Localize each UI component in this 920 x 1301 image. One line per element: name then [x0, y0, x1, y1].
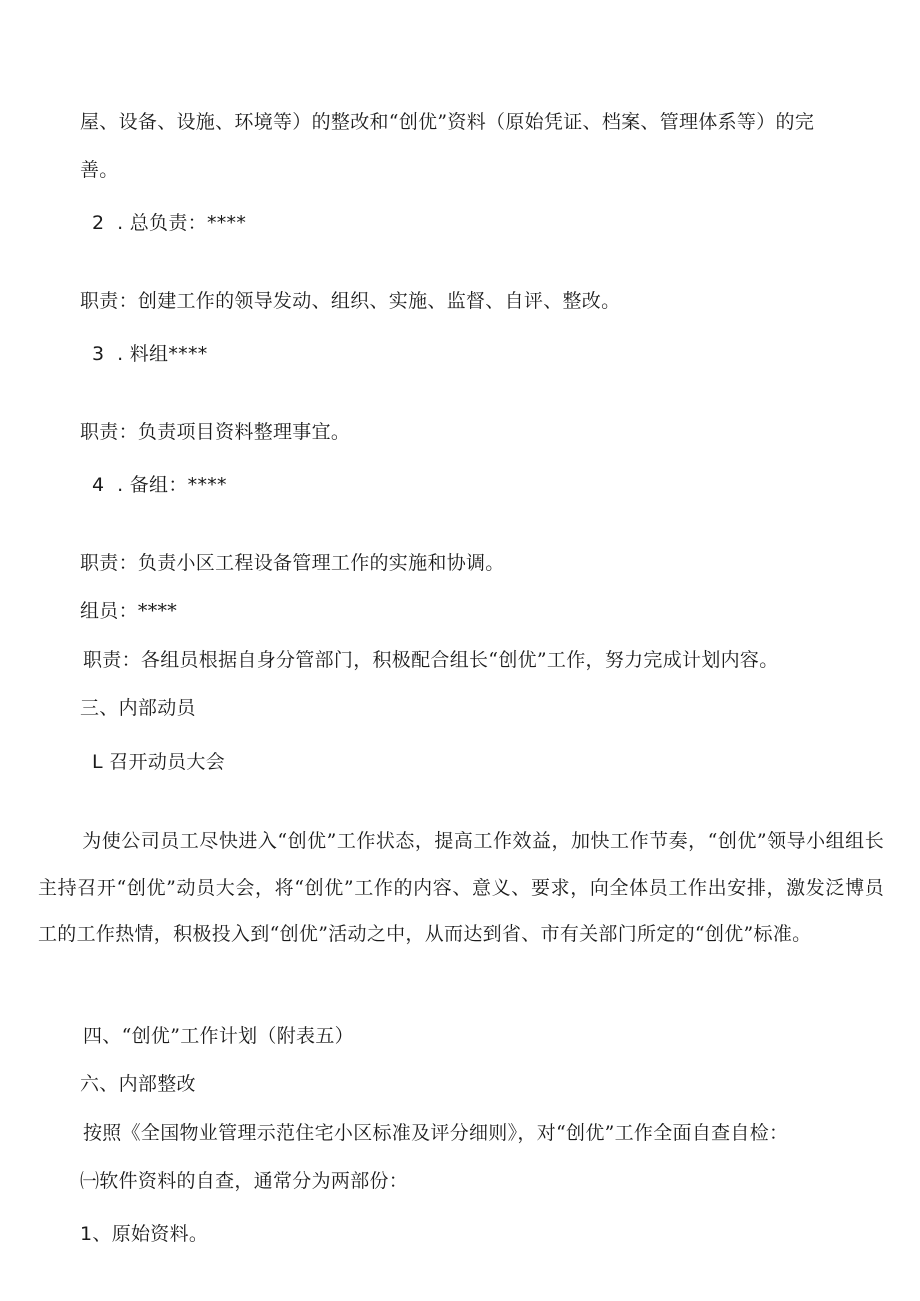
list-item-heading: 1、原始资料。: [80, 1223, 209, 1245]
text-line: 屋、设备、设施、环境等）的整改和“创优”资料（原始凭证、档案、管理体系等）的完: [80, 111, 815, 133]
text-line: 职责：负责小区工程设备管理工作的实施和协调。: [80, 552, 505, 574]
text-line: 职责：创建工作的领导发动、组织、实施、监督、自评、整改。: [80, 290, 621, 312]
section-heading: 三、内部动员: [80, 697, 196, 719]
paragraph-text: 为使公司员工尽快进入“创优”工作状态，提高工作效益，加快工作节奏，“创优”领导小组组长主持召开“创优”动员大会，将“创优”工作的内容、意义、要求，向全体员工作出安排，激发泛博员工的工作热情，积极投入到“创优”活动之中，从而达到省、市有关部门所定的“创优”标准。: [38, 830, 884, 945]
list-item-heading: 2 . 总负责：****: [92, 212, 247, 234]
subsection-heading: L 召开动员大会: [92, 751, 226, 773]
text-line: 善。: [80, 159, 119, 181]
text-line: 按照《全国物业管理示范住宅小区标准及评分细则》，对“创优”工作全面自查自检：: [83, 1122, 789, 1144]
text-line: 职责：负责项目资料整理事宜。: [80, 421, 351, 443]
list-item-heading: 4 . 备组：****: [92, 474, 227, 496]
body-paragraph: [38, 818, 884, 958]
text-line: ㈠软件资料的自查，通常分为两部份：: [80, 1170, 409, 1192]
section-heading: 四、“创优”工作计划（附表五）: [83, 1025, 354, 1047]
section-heading: 六、内部整改: [80, 1073, 196, 1095]
text-line: 职责：各组员根据自身分管部门，积极配合组长“创优”工作，努力完成计划内容。: [83, 649, 779, 671]
list-item-heading: 3 . 料组****: [92, 343, 208, 365]
text-line: 组员：****: [80, 600, 178, 622]
